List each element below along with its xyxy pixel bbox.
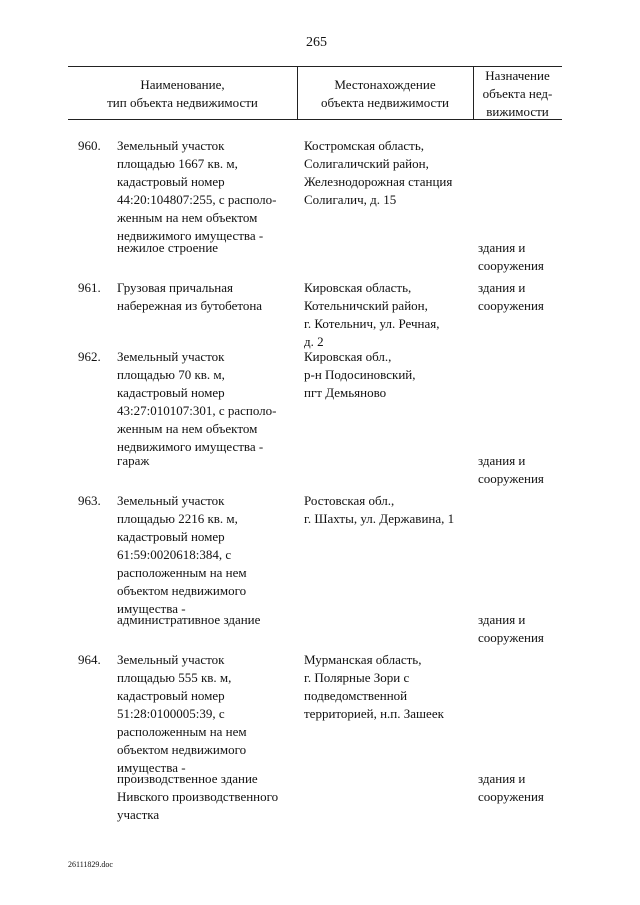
entry-number: 960. — [78, 138, 101, 153]
entry-name-line: 44:20:104807:255, с располо- — [117, 192, 277, 207]
entry-name-line: кадастровый номер — [117, 529, 225, 544]
entry-number: 963. — [78, 493, 101, 508]
entry-name-line: 43:27:010107:301, с располо- — [117, 403, 277, 418]
entry-name-line: объектом недвижимого — [117, 742, 247, 757]
entry-location-line: пгт Демьяново — [304, 385, 387, 400]
entry-name — [117, 137, 277, 245]
entry-name-line: Земельный участок — [117, 493, 225, 508]
page-number: 265 — [306, 35, 327, 50]
entry-name — [117, 492, 247, 618]
entry-name-line: Земельный участок — [117, 138, 225, 153]
entry-name-line: имущества - — [117, 601, 186, 616]
entry-location-line: г. Шахты, ул. Державина, 1 — [304, 511, 455, 526]
entry-location — [304, 348, 415, 402]
entry-location-line: Мурманская область, — [304, 652, 422, 667]
entry-name-line: площадью 555 кв. м, — [117, 670, 232, 685]
entry-purpose — [478, 279, 544, 315]
entry-number: 962. — [78, 349, 101, 364]
entry-name-line: женным на нем объектом — [117, 210, 258, 225]
entry-location — [304, 137, 452, 209]
entry-name-line: недвижимого имущества - — [117, 228, 264, 243]
header-col-location — [297, 76, 473, 112]
entry-purpose-line: здания и — [478, 240, 526, 255]
entry-sub-object: административное здание — [117, 612, 261, 627]
entry-sub-object-line: производственное здание — [117, 771, 258, 786]
entry-name-line: имущества - — [117, 760, 186, 775]
entry-name-line: набережная из бутобетона — [117, 298, 263, 313]
entry-sub-object-line: Нивского производственного — [117, 789, 279, 804]
header-col-location-line: объекта недвижимости — [321, 95, 449, 110]
entry-location-line: г. Котельнич, ул. Речная, — [304, 316, 440, 331]
entry-location-line: д. 2 — [304, 334, 324, 349]
entry-name-line: кадастровый номер — [117, 174, 225, 189]
entry-purpose-line: сооружения — [478, 630, 544, 645]
header-col-purpose — [473, 67, 562, 121]
header-col-purpose-line: вижимости — [486, 104, 549, 119]
header-col-purpose-line: объекта нед- — [482, 86, 553, 101]
entry-purpose-line: сооружения — [478, 471, 544, 486]
entry-name-line: Земельный участок — [117, 349, 225, 364]
entry-location-line: Котельничский район, — [304, 298, 428, 313]
entry-location-line: р-н Подосиновский, — [304, 367, 416, 382]
entry-location-line: Солигалич, д. 15 — [304, 192, 397, 207]
entry-name-line: Грузовая причальная — [117, 280, 234, 295]
entry-purpose-line: здания и — [478, 453, 526, 468]
entry-location — [304, 651, 444, 723]
entry-name-line: 51:28:0100005:39, с — [117, 706, 225, 721]
entry-purpose-line: сооружения — [478, 258, 544, 273]
entry-name-line: площадью 2216 кв. м, — [117, 511, 238, 526]
entry-location-line: Кировская область, — [304, 280, 412, 295]
entry-purpose — [478, 452, 544, 488]
entry-name-line: кадастровый номер — [117, 385, 225, 400]
header-col-location-line: Местонахождение — [334, 77, 436, 92]
entry-name-line: Земельный участок — [117, 652, 225, 667]
header-col-name-line: Наименование, — [140, 77, 225, 92]
entry-name-line: 61:59:0020618:384, с — [117, 547, 232, 562]
entry-location-line: подведомственной — [304, 688, 408, 703]
entry-location — [304, 279, 439, 351]
entry-name-line: объектом недвижимого — [117, 583, 247, 598]
entry-name-line: женным на нем объектом — [117, 421, 258, 436]
entry-number: 961. — [78, 280, 101, 295]
entry-purpose-line: сооружения — [478, 789, 544, 804]
entry-name-line: площадью 1667 кв. м, — [117, 156, 238, 171]
entry-location — [304, 492, 454, 528]
entry-sub-object-line: участка — [117, 807, 160, 822]
entry-name — [117, 279, 262, 315]
entry-location-line: Кировская обл., — [304, 349, 392, 364]
entry-location-line: г. Полярные Зори с — [304, 670, 410, 685]
footer-filename: 26111829.doc — [68, 860, 113, 869]
entry-name-line: расположенным на нем — [117, 565, 247, 580]
entry-purpose-line: здания и — [478, 612, 526, 627]
entry-purpose-line: здания и — [478, 280, 526, 295]
header-col-purpose-line: Назначение — [485, 68, 550, 83]
header-col-name — [68, 76, 297, 112]
entry-purpose — [478, 611, 544, 647]
entry-purpose — [478, 239, 544, 275]
entry-purpose-line: сооружения — [478, 298, 544, 313]
entry-number: 964. — [78, 652, 101, 667]
entry-name — [117, 651, 247, 777]
entry-location-line: Солигаличский район, — [304, 156, 429, 171]
entry-purpose-line: здания и — [478, 771, 526, 786]
entry-location-line: Железнодорожная станция — [304, 174, 453, 189]
entry-location-line: Костромская область, — [304, 138, 425, 153]
entry-name-line: кадастровый номер — [117, 688, 225, 703]
entry-name — [117, 348, 277, 456]
entry-name-line: недвижимого имущества - — [117, 439, 264, 454]
header-col-name-line: тип объекта недвижимости — [107, 95, 258, 110]
entry-sub-object — [117, 770, 278, 824]
entry-sub-object: гараж — [117, 453, 150, 468]
entry-sub-object: нежилое строение — [117, 240, 219, 255]
entry-location-line: территорией, н.п. Зашеек — [304, 706, 444, 721]
entry-name-line: площадью 70 кв. м, — [117, 367, 225, 382]
entry-purpose — [478, 770, 544, 806]
entry-location-line: Ростовская обл., — [304, 493, 395, 508]
entry-name-line: расположенным на нем — [117, 724, 247, 739]
